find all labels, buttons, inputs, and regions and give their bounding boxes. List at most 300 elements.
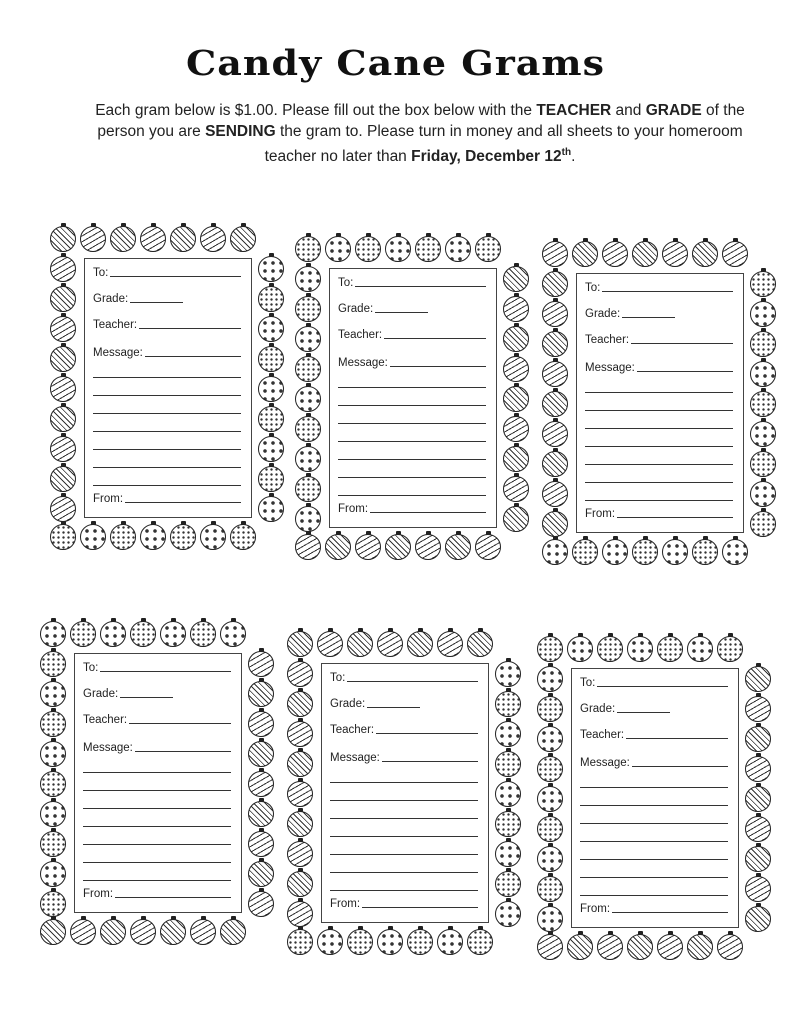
grade-field[interactable] xyxy=(338,303,428,315)
christmas-ornament-icon xyxy=(503,266,529,292)
from-field[interactable] xyxy=(83,888,231,900)
christmas-ornament-icon xyxy=(287,901,313,927)
christmas-ornament-icon xyxy=(602,241,628,267)
christmas-ornament-icon xyxy=(220,621,246,647)
christmas-ornament-icon xyxy=(295,356,321,382)
to-label: To: xyxy=(580,677,596,689)
message-line[interactable] xyxy=(580,841,728,842)
christmas-ornament-icon xyxy=(692,539,718,565)
teacher-line xyxy=(631,342,733,344)
christmas-ornament-icon xyxy=(295,266,321,292)
from-field[interactable] xyxy=(330,898,478,910)
message-field[interactable] xyxy=(83,742,231,754)
christmas-ornament-icon xyxy=(140,524,166,550)
christmas-ornament-icon xyxy=(542,539,568,565)
christmas-ornament-icon xyxy=(542,451,568,477)
christmas-ornament-icon xyxy=(40,861,66,887)
christmas-ornament-icon xyxy=(495,721,521,747)
from-line xyxy=(125,501,241,503)
christmas-ornament-icon xyxy=(495,841,521,867)
christmas-ornament-icon xyxy=(657,636,683,662)
christmas-ornament-icon xyxy=(248,801,274,827)
christmas-ornament-icon xyxy=(467,929,493,955)
to-label: To: xyxy=(330,672,346,684)
message-line[interactable] xyxy=(585,500,733,501)
message-line xyxy=(637,370,733,372)
gram-form xyxy=(576,273,744,533)
christmas-ornament-icon xyxy=(385,534,411,560)
from-line xyxy=(612,911,728,913)
message-line[interactable] xyxy=(338,459,486,460)
christmas-ornament-icon xyxy=(445,236,471,262)
christmas-ornament-icon xyxy=(50,346,76,372)
christmas-ornament-icon xyxy=(248,891,274,917)
christmas-ornament-icon xyxy=(287,661,313,687)
message-line[interactable] xyxy=(330,890,478,891)
message-line[interactable] xyxy=(580,877,728,878)
message-line[interactable] xyxy=(330,872,478,873)
christmas-ornament-icon xyxy=(160,621,186,647)
christmas-ornament-icon xyxy=(445,534,471,560)
christmas-ornament-icon xyxy=(503,356,529,382)
message-line xyxy=(390,365,486,367)
christmas-ornament-icon xyxy=(287,721,313,747)
gram-card xyxy=(48,222,286,552)
christmas-ornament-icon xyxy=(537,786,563,812)
christmas-ornament-icon xyxy=(130,621,156,647)
message-line[interactable] xyxy=(585,482,733,483)
teacher-line xyxy=(384,337,486,339)
gram-card xyxy=(38,617,276,947)
christmas-ornament-icon xyxy=(717,636,743,662)
christmas-ornament-icon xyxy=(537,934,563,960)
grade-label: Grade: xyxy=(83,688,119,700)
message-field[interactable] xyxy=(93,347,241,359)
message-line[interactable] xyxy=(83,862,231,863)
christmas-ornament-icon xyxy=(170,524,196,550)
christmas-ornament-icon xyxy=(745,846,771,872)
message-line[interactable] xyxy=(83,790,231,791)
christmas-ornament-icon xyxy=(407,631,433,657)
from-field[interactable] xyxy=(585,508,733,520)
christmas-ornament-icon xyxy=(750,361,776,387)
christmas-ornament-icon xyxy=(40,919,66,945)
message-field[interactable] xyxy=(330,752,478,764)
message-line[interactable] xyxy=(330,782,478,783)
message-label: Message: xyxy=(93,347,143,359)
christmas-ornament-icon xyxy=(170,226,196,252)
to-field[interactable] xyxy=(338,277,486,289)
christmas-ornament-icon xyxy=(632,241,658,267)
christmas-ornament-icon xyxy=(190,919,216,945)
christmas-ornament-icon xyxy=(248,741,274,767)
message-line[interactable] xyxy=(338,405,486,406)
christmas-ornament-icon xyxy=(287,781,313,807)
christmas-ornament-icon xyxy=(50,496,76,522)
to-field[interactable] xyxy=(93,267,241,279)
christmas-ornament-icon xyxy=(50,406,76,432)
christmas-ornament-icon xyxy=(503,416,529,442)
christmas-ornament-icon xyxy=(537,846,563,872)
grade-line xyxy=(617,711,670,713)
christmas-ornament-icon xyxy=(657,934,683,960)
christmas-ornament-icon xyxy=(295,506,321,532)
christmas-ornament-icon xyxy=(692,241,718,267)
christmas-ornament-icon xyxy=(415,236,441,262)
christmas-ornament-icon xyxy=(537,726,563,752)
christmas-ornament-icon xyxy=(745,876,771,902)
christmas-ornament-icon xyxy=(495,871,521,897)
christmas-ornament-icon xyxy=(750,271,776,297)
christmas-ornament-icon xyxy=(495,901,521,927)
teacher-field[interactable] xyxy=(585,334,733,346)
from-label: From: xyxy=(330,898,361,910)
message-line[interactable] xyxy=(83,826,231,827)
christmas-ornament-icon xyxy=(495,751,521,777)
christmas-ornament-icon xyxy=(537,636,563,662)
christmas-ornament-icon xyxy=(347,929,373,955)
christmas-ornament-icon xyxy=(750,481,776,507)
teacher-label: Teacher: xyxy=(580,729,625,741)
message-line[interactable] xyxy=(93,377,241,378)
christmas-ornament-icon xyxy=(50,436,76,462)
christmas-ornament-icon xyxy=(40,621,66,647)
christmas-ornament-icon xyxy=(495,781,521,807)
to-label: To: xyxy=(338,277,354,289)
christmas-ornament-icon xyxy=(258,376,284,402)
christmas-ornament-icon xyxy=(220,919,246,945)
christmas-ornament-icon xyxy=(258,436,284,462)
christmas-ornament-icon xyxy=(317,929,343,955)
message-label: Message: xyxy=(585,362,635,374)
to-label: To: xyxy=(93,267,109,279)
christmas-ornament-icon xyxy=(355,236,381,262)
teacher-field[interactable] xyxy=(580,729,728,741)
teacher-label: Teacher: xyxy=(585,334,630,346)
christmas-ornament-icon xyxy=(495,691,521,717)
christmas-ornament-icon xyxy=(230,524,256,550)
message-line[interactable] xyxy=(83,808,231,809)
christmas-ornament-icon xyxy=(230,226,256,252)
christmas-ornament-icon xyxy=(50,376,76,402)
christmas-ornament-icon xyxy=(50,316,76,342)
christmas-ornament-icon xyxy=(750,511,776,537)
christmas-ornament-icon xyxy=(572,241,598,267)
message-line[interactable] xyxy=(580,859,728,860)
christmas-ornament-icon xyxy=(40,681,66,707)
to-field[interactable] xyxy=(585,282,733,294)
message-line[interactable] xyxy=(585,392,733,393)
christmas-ornament-icon xyxy=(750,301,776,327)
christmas-ornament-icon xyxy=(200,524,226,550)
christmas-ornament-icon xyxy=(475,534,501,560)
christmas-ornament-icon xyxy=(722,539,748,565)
grade-field[interactable] xyxy=(93,293,183,305)
teacher-label: Teacher: xyxy=(93,319,138,331)
to-label: To: xyxy=(83,662,99,674)
message-line[interactable] xyxy=(580,787,728,788)
message-line[interactable] xyxy=(338,423,486,424)
from-field[interactable] xyxy=(338,503,486,515)
christmas-ornament-icon xyxy=(627,934,653,960)
to-field[interactable] xyxy=(330,672,478,684)
grade-field[interactable] xyxy=(330,698,420,710)
teacher-line xyxy=(376,732,478,734)
christmas-ornament-icon xyxy=(687,636,713,662)
christmas-ornament-icon xyxy=(355,534,381,560)
christmas-ornament-icon xyxy=(503,476,529,502)
christmas-ornament-icon xyxy=(248,831,274,857)
gram-form xyxy=(321,663,489,923)
message-line[interactable] xyxy=(580,823,728,824)
christmas-ornament-icon xyxy=(503,446,529,472)
christmas-ornament-icon xyxy=(40,741,66,767)
grade-field[interactable] xyxy=(83,688,173,700)
christmas-ornament-icon xyxy=(248,711,274,737)
grade-label: Grade: xyxy=(338,303,374,315)
christmas-ornament-icon xyxy=(248,771,274,797)
christmas-ornament-icon xyxy=(70,621,96,647)
christmas-ornament-icon xyxy=(745,816,771,842)
grade-line xyxy=(130,301,183,303)
message-line xyxy=(135,750,231,752)
from-field[interactable] xyxy=(580,903,728,915)
christmas-ornament-icon xyxy=(503,326,529,352)
message-line[interactable] xyxy=(338,387,486,388)
grade-line xyxy=(367,706,420,708)
christmas-ornament-icon xyxy=(627,636,653,662)
grade-field[interactable] xyxy=(585,308,675,320)
message-line[interactable] xyxy=(93,431,241,432)
grade-field[interactable] xyxy=(580,703,670,715)
christmas-ornament-icon xyxy=(295,236,321,262)
christmas-ornament-icon xyxy=(258,466,284,492)
message-line[interactable] xyxy=(93,413,241,414)
christmas-ornament-icon xyxy=(750,391,776,417)
message-line[interactable] xyxy=(330,836,478,837)
christmas-ornament-icon xyxy=(200,226,226,252)
christmas-ornament-icon xyxy=(597,934,623,960)
christmas-ornament-icon xyxy=(50,286,76,312)
christmas-ornament-icon xyxy=(662,539,688,565)
christmas-ornament-icon xyxy=(50,256,76,282)
christmas-ornament-icon xyxy=(295,386,321,412)
teacher-field[interactable] xyxy=(338,329,486,341)
to-line xyxy=(355,285,486,287)
from-label: From: xyxy=(93,493,124,505)
gram-card xyxy=(540,237,778,567)
christmas-ornament-icon xyxy=(542,241,568,267)
christmas-ornament-icon xyxy=(542,271,568,297)
to-line xyxy=(602,290,733,292)
to-field[interactable] xyxy=(83,662,231,674)
message-line[interactable] xyxy=(93,467,241,468)
christmas-ornament-icon xyxy=(110,226,136,252)
message-line[interactable] xyxy=(580,895,728,896)
christmas-ornament-icon xyxy=(750,421,776,447)
message-line[interactable] xyxy=(83,880,231,881)
message-label: Message: xyxy=(83,742,133,754)
from-label: From: xyxy=(585,508,616,520)
message-line xyxy=(632,765,728,767)
gram-form xyxy=(84,258,252,518)
to-line xyxy=(100,670,231,672)
christmas-ornament-icon xyxy=(50,524,76,550)
christmas-ornament-icon xyxy=(415,534,441,560)
grade-line xyxy=(120,696,173,698)
message-line[interactable] xyxy=(580,805,728,806)
from-field[interactable] xyxy=(93,493,241,505)
christmas-ornament-icon xyxy=(722,241,748,267)
christmas-ornament-icon xyxy=(40,651,66,677)
gram-card xyxy=(293,232,531,562)
from-label: From: xyxy=(338,503,369,515)
to-line xyxy=(347,680,478,682)
from-label: From: xyxy=(83,888,114,900)
christmas-ornament-icon xyxy=(437,631,463,657)
christmas-ornament-icon xyxy=(503,296,529,322)
message-line[interactable] xyxy=(585,464,733,465)
christmas-ornament-icon xyxy=(317,631,343,657)
christmas-ornament-icon xyxy=(130,919,156,945)
christmas-ornament-icon xyxy=(687,934,713,960)
christmas-ornament-icon xyxy=(258,406,284,432)
gram-card xyxy=(535,632,773,962)
christmas-ornament-icon xyxy=(537,696,563,722)
christmas-ornament-icon xyxy=(542,391,568,417)
christmas-ornament-icon xyxy=(258,496,284,522)
christmas-ornament-icon xyxy=(287,841,313,867)
christmas-ornament-icon xyxy=(295,296,321,322)
message-line xyxy=(382,760,478,762)
teacher-label: Teacher: xyxy=(338,329,383,341)
to-label: To: xyxy=(585,282,601,294)
message-line[interactable] xyxy=(330,854,478,855)
instructions: Each gram below is $1.00. Please fill out the box below with the TEACHER and GRADE of the person you are SENDING the gram to. Please turn in money and all sheets to your homeroom teacher no later than Friday, December 12th. xyxy=(95,102,745,166)
teacher-line xyxy=(129,722,231,724)
christmas-ornament-icon xyxy=(258,346,284,372)
from-line xyxy=(115,896,231,898)
christmas-ornament-icon xyxy=(745,906,771,932)
to-field[interactable] xyxy=(580,677,728,689)
christmas-ornament-icon xyxy=(100,621,126,647)
christmas-ornament-icon xyxy=(542,421,568,447)
message-line[interactable] xyxy=(330,818,478,819)
christmas-ornament-icon xyxy=(467,631,493,657)
message-line[interactable] xyxy=(338,441,486,442)
message-line[interactable] xyxy=(338,477,486,478)
gram-card xyxy=(285,627,523,957)
christmas-ornament-icon xyxy=(40,831,66,857)
message-line[interactable] xyxy=(93,449,241,450)
message-field[interactable] xyxy=(580,757,728,769)
christmas-ornament-icon xyxy=(537,816,563,842)
christmas-ornament-icon xyxy=(325,236,351,262)
christmas-ornament-icon xyxy=(287,691,313,717)
christmas-ornament-icon xyxy=(537,906,563,932)
teacher-field[interactable] xyxy=(330,724,478,736)
christmas-ornament-icon xyxy=(437,929,463,955)
teacher-line xyxy=(626,737,728,739)
christmas-ornament-icon xyxy=(542,361,568,387)
christmas-ornament-icon xyxy=(542,331,568,357)
message-field[interactable] xyxy=(338,357,486,369)
christmas-ornament-icon xyxy=(572,539,598,565)
grade-line xyxy=(622,316,675,318)
teacher-field[interactable] xyxy=(93,319,241,331)
message-label: Message: xyxy=(338,357,388,369)
message-line[interactable] xyxy=(330,800,478,801)
christmas-ornament-icon xyxy=(287,811,313,837)
gram-form xyxy=(74,653,242,913)
grade-label: Grade: xyxy=(330,698,366,710)
from-line xyxy=(370,511,486,513)
teacher-field[interactable] xyxy=(83,714,231,726)
christmas-ornament-icon xyxy=(385,236,411,262)
christmas-ornament-icon xyxy=(377,631,403,657)
christmas-ornament-icon xyxy=(503,386,529,412)
christmas-ornament-icon xyxy=(80,226,106,252)
message-line[interactable] xyxy=(93,485,241,486)
message-line[interactable] xyxy=(93,395,241,396)
christmas-ornament-icon xyxy=(325,534,351,560)
christmas-ornament-icon xyxy=(100,919,126,945)
christmas-ornament-icon xyxy=(110,524,136,550)
christmas-ornament-icon xyxy=(190,621,216,647)
message-label: Message: xyxy=(330,752,380,764)
christmas-ornament-icon xyxy=(542,511,568,537)
christmas-ornament-icon xyxy=(287,751,313,777)
from-line xyxy=(362,906,478,908)
message-line[interactable] xyxy=(585,428,733,429)
message-label: Message: xyxy=(580,757,630,769)
christmas-ornament-icon xyxy=(495,811,521,837)
christmas-ornament-icon xyxy=(503,506,529,532)
teacher-label: Teacher: xyxy=(83,714,128,726)
message-line[interactable] xyxy=(83,844,231,845)
christmas-ornament-icon xyxy=(295,326,321,352)
christmas-ornament-icon xyxy=(407,929,433,955)
christmas-ornament-icon xyxy=(632,539,658,565)
grade-label: Grade: xyxy=(580,703,616,715)
christmas-ornament-icon xyxy=(50,226,76,252)
christmas-ornament-icon xyxy=(258,316,284,342)
gram-form xyxy=(329,268,497,528)
message-line[interactable] xyxy=(585,446,733,447)
christmas-ornament-icon xyxy=(377,929,403,955)
message-field[interactable] xyxy=(585,362,733,374)
message-line xyxy=(145,355,241,357)
message-line[interactable] xyxy=(338,495,486,496)
from-label: From: xyxy=(580,903,611,915)
grade-line xyxy=(375,311,428,313)
to-line xyxy=(597,685,728,687)
christmas-ornament-icon xyxy=(248,651,274,677)
from-line xyxy=(617,516,733,518)
christmas-ornament-icon xyxy=(597,636,623,662)
christmas-ornament-icon xyxy=(495,661,521,687)
christmas-ornament-icon xyxy=(248,861,274,887)
message-line[interactable] xyxy=(585,410,733,411)
christmas-ornament-icon xyxy=(542,481,568,507)
christmas-ornament-icon xyxy=(40,891,66,917)
christmas-ornament-icon xyxy=(750,331,776,357)
christmas-ornament-icon xyxy=(50,466,76,492)
christmas-ornament-icon xyxy=(347,631,373,657)
christmas-ornament-icon xyxy=(745,726,771,752)
message-line[interactable] xyxy=(83,772,231,773)
christmas-ornament-icon xyxy=(70,919,96,945)
